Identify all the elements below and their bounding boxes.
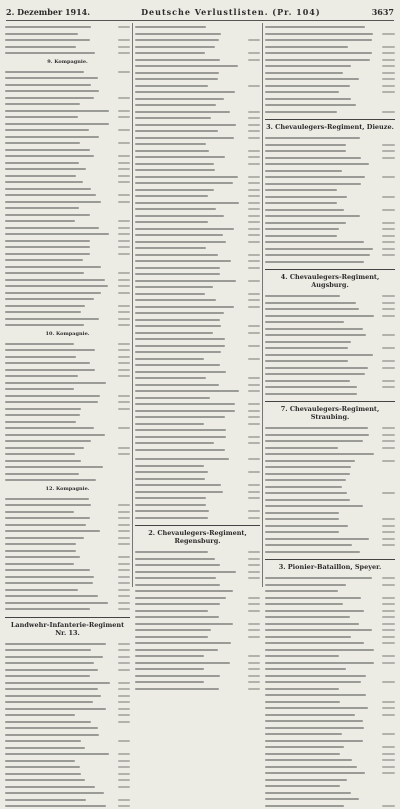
column-3 xyxy=(265,23,395,587)
casualty-entry xyxy=(265,390,395,397)
casualty-list xyxy=(135,455,260,520)
casualty-list xyxy=(5,340,130,483)
section-heading: 3. Pionier-Bataillon, Speyer. xyxy=(265,559,395,571)
section-heading: 7. Chevaulegers-Regiment, Straubing. xyxy=(265,401,395,421)
issue-number: (Pr. 104) xyxy=(272,7,321,17)
casualty-list xyxy=(265,292,395,396)
header-title xyxy=(141,7,321,17)
casualty-list xyxy=(135,23,260,452)
column-1 xyxy=(5,23,130,637)
casualty-list xyxy=(265,23,395,114)
casualty-entry xyxy=(135,446,260,453)
casualty-list xyxy=(5,23,130,56)
casualty-list xyxy=(135,548,260,691)
publication-title: Deutsche Verlustlisten. xyxy=(141,7,269,17)
column-divider xyxy=(132,23,133,587)
company-subheading: 9. Kompagnie. xyxy=(47,58,88,65)
casualty-list xyxy=(265,424,395,554)
section-heading: 3. Chevaulegers-Regiment, Dieuze. xyxy=(265,119,395,131)
company-subheading: 12. Kompagnie. xyxy=(45,485,90,492)
casualty-entry xyxy=(265,802,395,809)
casualty-list xyxy=(5,68,130,328)
casualty-entry xyxy=(135,514,260,521)
section-heading: 4. Chevaulegers-Regiment, Augsburg. xyxy=(265,269,395,289)
casualty-list xyxy=(5,640,130,809)
casualty-entry xyxy=(265,108,395,115)
casualty-list xyxy=(5,495,130,612)
header-date: 2. Dezember 1914. xyxy=(6,7,90,17)
column-divider xyxy=(262,23,263,587)
section-heading: 2. Chevaulegers-Regiment, Regensburg. xyxy=(135,525,260,545)
casualty-entry xyxy=(265,548,395,555)
company-subheading: 10. Kompagnie. xyxy=(45,330,90,337)
casualty-list xyxy=(265,574,395,808)
casualty-entry xyxy=(5,49,130,56)
page-number: 3637 xyxy=(371,7,394,17)
casualty-entry xyxy=(5,476,130,483)
casualty-entry xyxy=(5,802,130,809)
casualty-entry xyxy=(265,258,395,265)
casualty-entry xyxy=(5,605,130,612)
section-heading: Landwehr-Infanterie-Regiment Nr. 13. xyxy=(5,617,130,637)
casualty-list xyxy=(265,134,395,264)
column-2 xyxy=(135,23,260,587)
page-header xyxy=(6,5,394,19)
header-rule xyxy=(6,20,394,21)
casualty-entry xyxy=(135,685,260,692)
casualty-entry xyxy=(5,321,130,328)
